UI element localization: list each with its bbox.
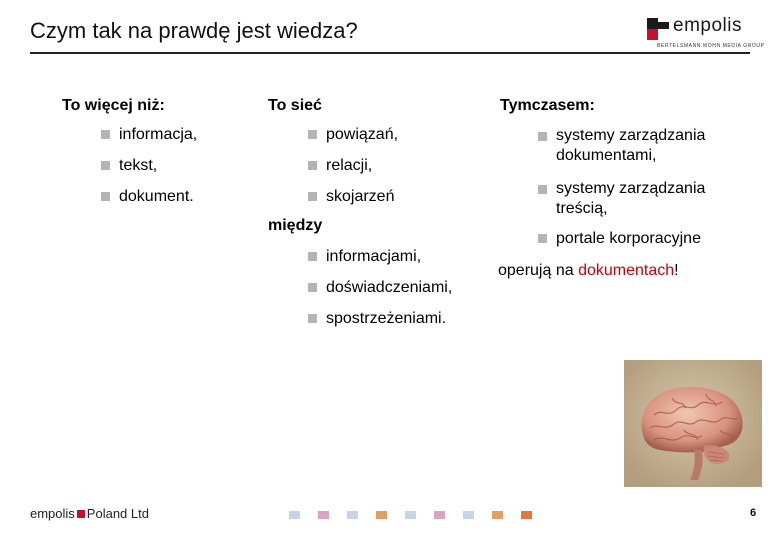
list-item: doświadczeniami, bbox=[308, 279, 452, 297]
highlight-word: dokumentach bbox=[578, 262, 675, 279]
decor-square-icon bbox=[289, 511, 300, 519]
logo-wordmark: empolis bbox=[673, 15, 742, 36]
decor-square-icon bbox=[434, 511, 445, 519]
decor-square-icon bbox=[463, 511, 474, 519]
col3-heading: Tymczasem: bbox=[500, 97, 595, 114]
footer-decoration bbox=[289, 511, 550, 519]
col2-subheading: między bbox=[268, 217, 323, 234]
empolis-logo-mark-icon bbox=[647, 18, 669, 40]
list-item: informacjami, bbox=[308, 248, 421, 266]
col1-heading: To więcej niż: bbox=[62, 97, 165, 114]
bullet-icon bbox=[308, 252, 317, 261]
bullet-icon bbox=[308, 192, 317, 201]
page-number: 6 bbox=[750, 507, 757, 519]
list-item: dokument. bbox=[101, 188, 194, 206]
list-item: systemy zarządzania dokumentami, bbox=[538, 126, 738, 166]
bullet-icon bbox=[538, 132, 547, 141]
list-item: systemy zarządzania treścią, bbox=[538, 179, 738, 219]
logo-subtitle: BERTELSMANN MOHN MEDIA GROUP bbox=[657, 43, 765, 49]
empolis-logo bbox=[647, 15, 765, 52]
decor-square-icon bbox=[521, 511, 532, 519]
bullet-icon bbox=[101, 130, 110, 139]
list-item: relacji, bbox=[308, 157, 372, 175]
list-item: skojarzeń bbox=[308, 188, 394, 206]
bullet-icon bbox=[308, 314, 317, 323]
bullet-icon bbox=[538, 185, 547, 194]
bullet-icon bbox=[308, 130, 317, 139]
bullet-icon bbox=[538, 234, 547, 243]
list-item: informacja, bbox=[101, 126, 197, 144]
slide-title: Czym tak na prawdę jest wiedza? bbox=[30, 18, 358, 43]
decor-square-icon bbox=[347, 511, 358, 519]
bullet-icon bbox=[308, 283, 317, 292]
decor-square-icon bbox=[376, 511, 387, 519]
brain-image bbox=[624, 360, 762, 487]
conclusion-text: operują na dokumentach! bbox=[498, 262, 679, 279]
list-item: powiązań, bbox=[308, 126, 398, 144]
bullet-icon bbox=[308, 161, 317, 170]
list-item: spostrzeżeniami. bbox=[308, 310, 446, 328]
decor-square-icon bbox=[318, 511, 329, 519]
list-item: portale korporacyjne bbox=[538, 230, 701, 248]
title-divider bbox=[30, 52, 750, 54]
decor-square-icon bbox=[492, 511, 503, 519]
footer-brand: empolis Poland Ltd bbox=[30, 506, 149, 521]
bullet-icon bbox=[101, 192, 110, 201]
brand-square-icon bbox=[77, 510, 85, 518]
decor-square-icon bbox=[405, 511, 416, 519]
bullet-icon bbox=[101, 161, 110, 170]
col2-heading: To sieć bbox=[268, 97, 322, 114]
list-item: tekst, bbox=[101, 157, 157, 175]
